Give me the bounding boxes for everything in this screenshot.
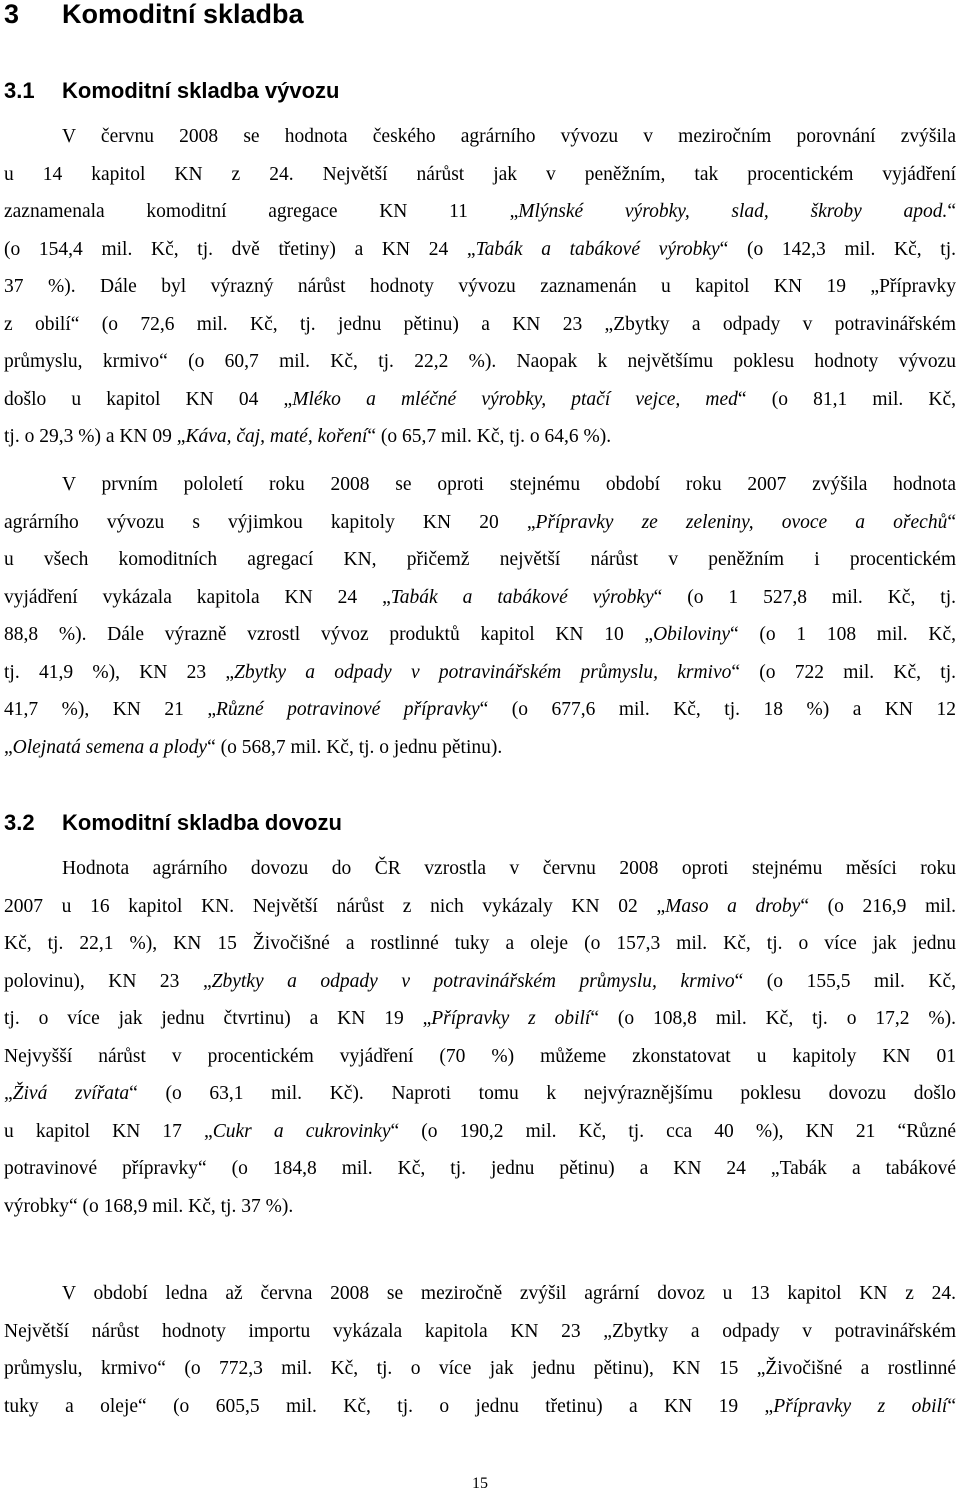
text-line: výrobky“ (o 168,9 mil. Kč, tj. 37 %).	[4, 1195, 294, 1217]
text-line: Hodnota agrárního dovozu do ČR vzrostla v červnu 2008 oproti stejnému měsíci roku	[62, 858, 956, 879]
text-line: V období ledna až června 2008 se meziročně zvýšil agrární dovoz u 13 kapitol KN z 24.	[62, 1283, 956, 1304]
text-line: Kč, tj. 22,1 %), KN 15 Živočišné a rostlinné tuky a oleje (o 157,3 mil. Kč, tj. o více jak jednu	[4, 933, 956, 954]
text-line: tuky a oleje“ (o 605,5 mil. Kč, tj. o jednu třetinu) a KN 19 „Přípravky z obilí“	[4, 1395, 956, 1417]
text-line: polovinu), KN 23 „Zbytky a odpady v potravinářském průmyslu, krmivo“ (o 155,5 mil. Kč,	[4, 970, 956, 992]
text-line: vyjádření vykázala kapitola KN 24 „Tabák a tabákové výrobky“ (o 1 527,8 mil. Kč, tj.	[4, 586, 956, 608]
chapter-title: Komoditní skladba	[62, 0, 304, 29]
text-line: potravinové přípravky“ (o 184,8 mil. Kč, tj. jednu pětinu) a KN 24 „Tabák a tabákové	[4, 1158, 956, 1179]
text-line: Nejvyšší nárůst v procentickém vyjádření (70 %) můžeme zkonstatovat u kapitoly KN 01	[4, 1045, 956, 1067]
text-line: 88,8 %). Dále výrazně vzrostl vývoz produktů kapitol KN 10 „Obiloviny“ (o 1 108 mil. Kč,	[4, 624, 956, 645]
paragraph-export-half-year	[4, 466, 956, 766]
text-line: 41,7 %), KN 21 „Různé potravinové přípravky“ (o 677,6 mil. Kč, tj. 18 %) a KN 12	[4, 699, 956, 720]
text-line: z obilí“ (o 72,6 mil. Kč, tj. jednu pětinu) a KN 23 „Zbytky a odpady v potravinářském	[4, 313, 956, 335]
text-line: došlo u kapitol KN 04 „Mléko a mléčné výrobky, ptačí vejce, med“ (o 81,1 mil. Kč,	[4, 388, 957, 410]
text-line: V prvním pololetí roku 2008 se oproti stejnému období roku 2007 zvýšila hodnota	[62, 474, 956, 495]
page-number: 15	[472, 1475, 488, 1492]
section-number: 3.1	[4, 78, 35, 103]
text-line: agrárního vývozu s výjimkou kapitoly KN 20 „Přípravky ze zeleniny, ovoce a ořechů“	[4, 511, 956, 533]
text-line: u 14 kapitol KN z 24. Největší nárůst jak v peněžním, tak procentickém vyjádření	[4, 163, 956, 185]
chapter-number: 3	[4, 0, 20, 29]
paragraph-export-june	[4, 118, 956, 456]
section-heading-import	[4, 808, 342, 838]
text-line: Největší nárůst hodnoty importu vykázala kapitola KN 23 „Zbytky a odpady v potravinářském	[4, 1320, 956, 1342]
section-title: Komoditní skladba vývozu	[62, 78, 340, 103]
text-line: tj. o více jak jednu čtvrtinu) a KN 19 „Přípravky z obilí“ (o 108,8 mil. Kč, tj. o 17,2 %).	[4, 1008, 956, 1029]
paragraph-import-june	[4, 850, 956, 1225]
text-line: tj. 41,9 %), KN 23 „Zbytky a odpady v potravinářském průmyslu, krmivo“ (o 722 mil. Kč, tj.	[4, 661, 956, 683]
text-line: průmyslu, krmivo“ (o 60,7 mil. Kč, tj. 22,2 %). Naopak k největšímu poklesu hodnoty vývozu	[4, 351, 956, 372]
text-line: 37 %). Dále byl výrazný nárůst hodnoty vývozu zaznamenán u kapitol KN 19 „Přípravky	[4, 276, 956, 297]
text-line: „Živá zvířata“ (o 63,1 mil. Kč). Naproti tomu k nejvýraznějšímu poklesu dovozu došlo	[4, 1083, 956, 1104]
section-heading-export	[4, 76, 340, 106]
text-line: u kapitol KN 17 „Cukr a cukrovinky“ (o 190,2 mil. Kč, tj. cca 40 %), KN 21 “Různé	[4, 1120, 956, 1142]
text-line: 2007 u 16 kapitol KN. Největší nárůst z nich vykázaly KN 02 „Maso a droby“ (o 216,9 mil.	[4, 895, 956, 917]
paragraph-import-half-year	[4, 1275, 956, 1425]
text-line: tj. o 29,3 %) a KN 09 „Káva, čaj, maté, koření“ (o 65,7 mil. Kč, tj. o 64,6 %).	[4, 426, 612, 447]
text-line: „Olejnatá semena a plody“ (o 568,7 mil. Kč, tj. o jednu pětinu).	[4, 736, 503, 758]
chapter-heading	[4, 0, 304, 34]
text-line: V červnu 2008 se hodnota českého agrárního vývozu v meziročním porovnání zvýšila	[62, 126, 956, 147]
text-line: u všech komoditních agregací KN, přičemž největší nárůst v peněžním i procentickém	[4, 549, 956, 570]
section-number: 3.2	[4, 810, 35, 835]
text-line: (o 154,4 mil. Kč, tj. dvě třetiny) a KN 24 „Tabák a tabákové výrobky“ (o 142,3 mil. Kč, tj.	[4, 238, 956, 260]
text-line: průmyslu, krmivo“ (o 772,3 mil. Kč, tj. o více jak jednu pětinu), KN 15 „Živočišné a rostlinné	[4, 1358, 956, 1379]
section-title: Komoditní skladba dovozu	[62, 810, 342, 835]
text-line: zaznamenala komoditní agregace KN 11 „Mlýnské výrobky, slad, škroby apod.“	[4, 201, 956, 222]
